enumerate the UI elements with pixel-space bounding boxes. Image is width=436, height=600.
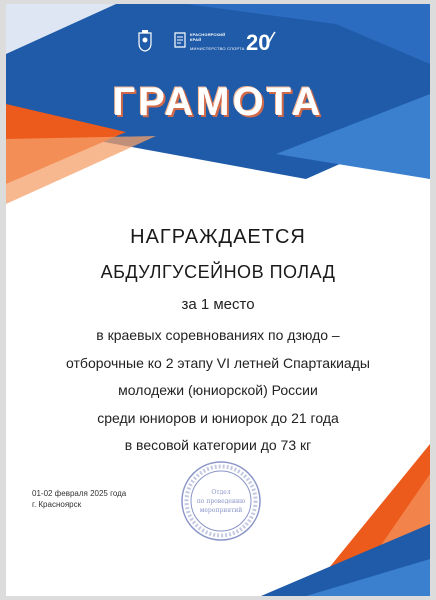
description-line: среди юниоров и юниорок до 21 года — [97, 409, 339, 426]
footer-info — [32, 488, 126, 510]
description-line: молодежи (юниорской) России — [118, 382, 318, 398]
event-date: 01-02 февраля 2025 года — [32, 489, 127, 498]
coat-of-arms-icon — [138, 30, 152, 52]
left-orange-light-triangle — [6, 136, 156, 204]
award-description — [6, 322, 430, 460]
ministry-line3: МИНИСТЕРСТВО СПОРТА — [190, 46, 245, 51]
krai-logo-icon — [174, 32, 186, 48]
stamp-text-line2: по проведению — [196, 498, 246, 505]
logos-row — [6, 28, 430, 64]
award-place: за 1 место — [181, 296, 255, 313]
ministry-line2: КРАЙ — [190, 37, 202, 42]
recipient-name: АБДУЛГУСЕЙНОВ ПОЛАД — [100, 262, 336, 282]
certificate-title: ГРАМОТА — [112, 80, 324, 124]
event-city: г. Красноярск — [32, 500, 82, 509]
right-white-wedge — [306, 179, 430, 204]
ministry-line1: КРАСНОЯРСКИЙ — [190, 32, 226, 37]
official-stamp — [180, 460, 262, 542]
description-line: отборочные ко 2 этапу VI летней Спартакиады — [66, 354, 370, 371]
anniversary-number: 20 — [246, 30, 271, 54]
anniversary-logo-icon — [246, 28, 276, 54]
stamp-text-line1: Отдел — [211, 489, 231, 496]
description-line: в весовой категории до 73 кг — [124, 437, 312, 453]
awarded-heading: НАГРАЖДАЕТСЯ — [130, 226, 306, 248]
stamp-text-line3: мероприятий — [199, 507, 243, 514]
ministry-logo-text — [190, 32, 245, 51]
certificate-sheet — [6, 4, 430, 596]
description-line: в краевых соревнованиях по дзюдо – — [96, 327, 340, 343]
